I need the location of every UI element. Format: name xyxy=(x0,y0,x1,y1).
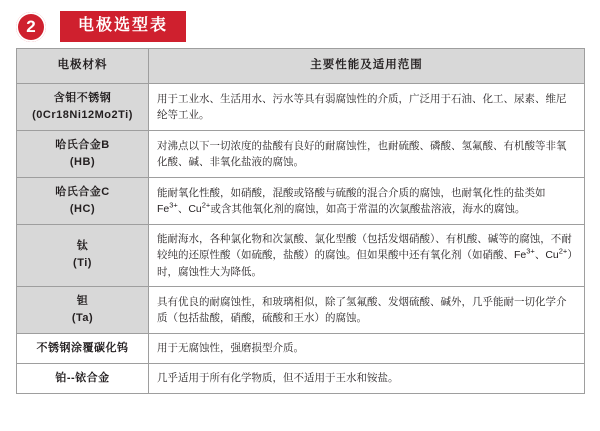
cell-electrode-material xyxy=(17,333,149,363)
cell-electrode-material xyxy=(17,130,149,177)
table-row xyxy=(17,130,585,177)
column-header-material: 电极材料 xyxy=(17,49,149,84)
material-code: (HB) xyxy=(69,155,96,168)
cell-electrode-material xyxy=(17,364,149,394)
page-title: 电极选型表 xyxy=(60,11,186,41)
cell-electrode-material xyxy=(17,178,149,225)
material-name: 哈氏合金B xyxy=(55,138,110,151)
table-header-row xyxy=(17,49,585,84)
electrode-selection-table xyxy=(16,48,585,394)
cell-performance-description: 几乎适用于所有化学物质，但不适用于王水和铵盐。 xyxy=(149,364,585,394)
material-code: (Ti) xyxy=(73,257,92,270)
material-code: (0Cr18Ni12Mo2Ti) xyxy=(32,108,133,121)
cell-performance-description: 对沸点以下一切浓度的盐酸有良好的耐腐蚀性，也耐硫酸、磷酸、氢氟酸、有机酸等非氧化酸、碱、非氧化盐液的腐蚀。 xyxy=(149,130,585,177)
table-container xyxy=(0,40,600,394)
cell-performance-description: 能耐海水，各种氯化物和次氯酸、氯化型酸（包括发烟硝酸）、有机酸、碱等的腐蚀，不耐较纯的还原性酸（如硫酸，盐酸）的腐蚀。但如果酸中还有氧化剂（如硝酸、$Fe^{3+}$、$Cu^{2+}$）时，腐蚀性大为降低。 xyxy=(149,225,585,287)
material-name: 哈氏合金C xyxy=(55,186,110,198)
table-body xyxy=(17,83,585,393)
cell-performance-description: 具有优良的耐腐蚀性，和玻璃相似，除了氢氟酸、发烟硫酸、碱外，几乎能耐一切化学介质（包括盐酸，硝酸，硫酸和王水）的腐蚀。 xyxy=(149,286,585,333)
material-name: 含钼不锈钢 xyxy=(53,91,112,104)
cell-electrode-material xyxy=(17,83,149,130)
material-code: (Ta) xyxy=(71,311,94,324)
table-row xyxy=(17,364,585,394)
column-header-performance: 主要性能及适用范围 xyxy=(149,49,585,84)
material-name: 钛 xyxy=(76,240,89,253)
material-name: 不锈钢涂覆碳化钨 xyxy=(36,341,129,354)
cell-electrode-material xyxy=(17,225,149,287)
cell-performance-description: 用于工业水、生活用水、污水等具有弱腐蚀性的介质，广泛用于石油、化工、尿素、维尼纶等工业。 xyxy=(149,83,585,130)
cell-electrode-material xyxy=(17,286,149,333)
material-name: 铂--铱合金 xyxy=(55,372,110,385)
material-code: (HC) xyxy=(69,203,96,216)
cell-performance-description: 用于无腐蚀性，强磨损型介质。 xyxy=(149,333,585,363)
section-number-badge: 2 xyxy=(16,12,46,42)
cell-performance-description: 能耐氧化性酸，如硝酸，混酸或铬酸与硫酸的混合介质的腐蚀，也耐氧化性的盐类如$Fe^{3+}$、$Cu^{2+}$或含其他氧化剂的腐蚀，如高于常温的次氯酸盐溶液，海水的腐蚀。 xyxy=(149,178,585,225)
table-row xyxy=(17,178,585,225)
table-row xyxy=(17,333,585,363)
table-row xyxy=(17,83,585,130)
material-name: 钽 xyxy=(76,294,89,307)
table-row xyxy=(17,225,585,287)
table-row xyxy=(17,286,585,333)
document-header xyxy=(0,0,600,40)
